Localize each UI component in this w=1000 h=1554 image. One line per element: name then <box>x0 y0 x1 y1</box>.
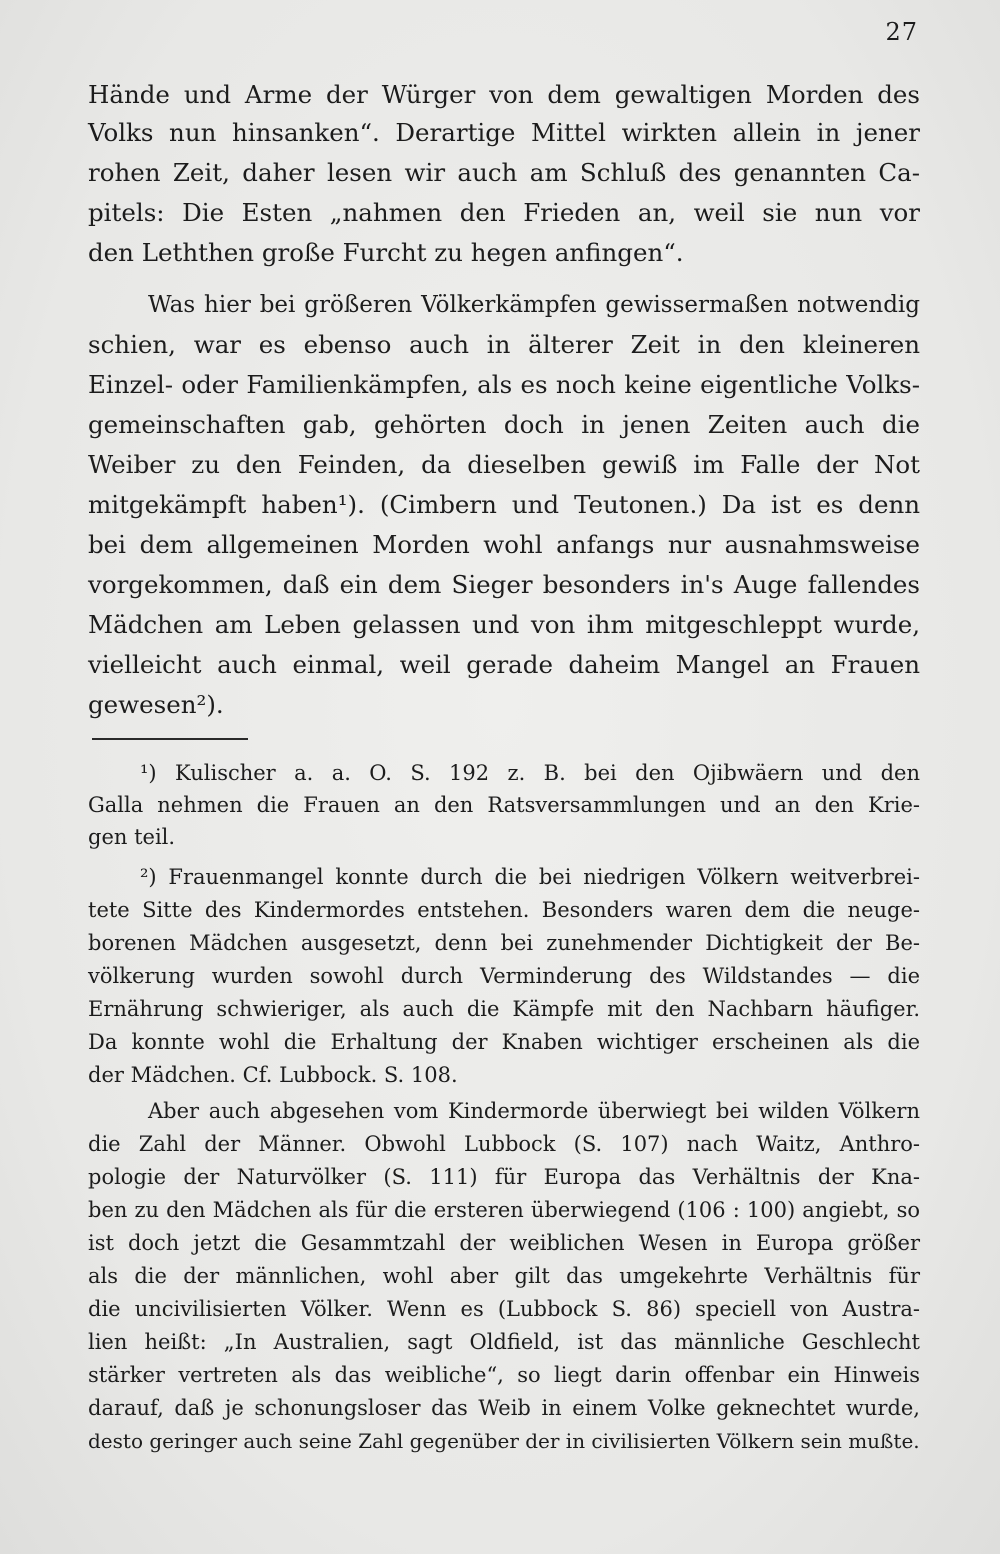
text-line: vorgekommen, daß ein dem Sieger besonders in's Auge fallendes <box>88 570 920 599</box>
footnote-line: lien heißt: „In Australien, sagt Oldfield, ist das männliche Geschlecht <box>88 1330 920 1354</box>
text-line: Was hier bei größeren Völkerkämpfen gewissermaßen notwendig <box>148 292 920 318</box>
footnote-line: ben zu den Mädchen als für die ersteren überwiegend (106 : 100) angiebt, so <box>88 1198 920 1222</box>
footnote-line: pologie der Naturvölker (S. 111) für Europa das Verhältnis der Kna- <box>88 1165 920 1189</box>
footnote-line: stärker vertreten als das weibliche“, so liegt darin offenbar ein Hinweis <box>88 1363 920 1387</box>
text-line: Mädchen am Leben gelassen und von ihm mitgeschleppt wurde, <box>88 610 920 639</box>
text-line: vielleicht auch einmal, weil gerade daheim Mangel an Frauen <box>88 650 920 679</box>
text-line: rohen Zeit, daher lesen wir auch am Schluß des genannten Ca- <box>88 158 920 187</box>
footnote-line: völkerung wurden sowohl durch Verminderung des Wildstandes — die <box>88 964 920 988</box>
page-number: 27 <box>885 18 918 46</box>
text-line: Einzel- oder Familienkämpfen, als es noch keine eigentliche Volks- <box>88 370 920 399</box>
text-line: den Leththen große Furcht zu hegen anfingen“. <box>88 238 684 267</box>
text-line: schien, war es ebenso auch in älterer Zeit in den kleineren <box>88 330 920 359</box>
footnote-line: Ernährung schwieriger, als auch die Kämpfe mit den Nachbarn häufiger. <box>88 997 920 1021</box>
text-line: gemeinschaften gab, gehörten doch in jenen Zeiten auch die <box>88 410 920 439</box>
footnote-line: ¹) Kulischer a. a. O. S. 192 z. B. bei den Ojibwäern und den <box>140 761 920 785</box>
text-line: Hände und Arme der Würger von dem gewaltigen Morden des <box>88 80 920 109</box>
footnote-line: der Mädchen. Cf. Lubbock. S. 108. <box>88 1063 458 1087</box>
footnote-line: als die der männlichen, wohl aber gilt das umgekehrte Verhältnis für <box>88 1264 920 1288</box>
footnote-line: desto geringer auch seine Zahl gegenüber der in civilisierten Völkern sein mußte. <box>88 1429 920 1453</box>
footnote-line: Galla nehmen die Frauen an den Ratsversammlungen und an den Krie- <box>88 793 920 817</box>
footnote-line: ist doch jetzt die Gesammtzahl der weiblichen Wesen in Europa größer <box>88 1231 920 1255</box>
footnote-line: darauf, daß je schonungsloser das Weib in einem Volke geknechtet wurde, <box>88 1396 920 1420</box>
footnote-line: die Zahl der Männer. Obwohl Lubbock (S. 107) nach Waitz, Anthro- <box>88 1132 920 1156</box>
footnote-line: die uncivilisierten Völker. Wenn es (Lubbock S. 86) speciell von Austra- <box>88 1297 920 1321</box>
text-line: pitels: Die Esten „nahmen den Frieden an, weil sie nun vor <box>88 198 920 227</box>
footnote-line: Aber auch abgesehen vom Kindermorde überwiegt bei wilden Völkern <box>148 1099 920 1123</box>
text-line: Weiber zu den Feinden, da dieselben gewiß im Falle der Not <box>88 450 920 479</box>
text-line: mitgekämpft haben¹). (Cimbern und Teutonen.) Da ist es denn <box>88 490 920 519</box>
text-line: Volks nun hinsanken“. Derartige Mittel wirkten allein in jener <box>88 118 920 147</box>
footnote-line: ²) Frauenmangel konnte durch die bei niedrigen Völkern weitverbrei- <box>140 865 920 889</box>
text-line: bei dem allgemeinen Morden wohl anfangs nur ausnahmsweise <box>88 530 920 559</box>
footnote-line: tete Sitte des Kindermordes entstehen. Besonders waren dem die neuge- <box>88 898 920 922</box>
footnote-line: gen teil. <box>88 825 176 849</box>
text-line: gewesen²). <box>88 690 224 719</box>
footnote-line: borenen Mädchen ausgesetzt, denn bei zunehmender Dichtigkeit der Be- <box>88 931 920 955</box>
footnote-rule <box>92 738 248 740</box>
footnote-line: Da konnte wohl die Erhaltung der Knaben wichtiger erscheinen als die <box>88 1030 920 1054</box>
